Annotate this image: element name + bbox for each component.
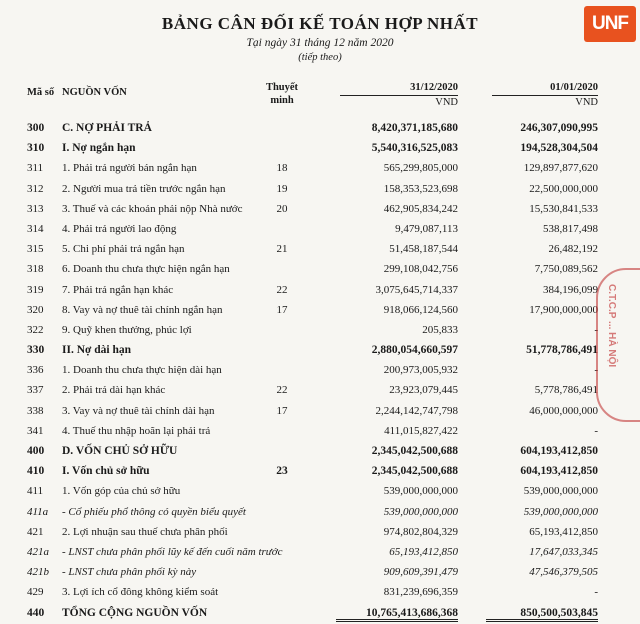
row-value-2020: 65,193,412,850: [389, 545, 458, 558]
row-code: 338: [27, 404, 44, 417]
row-value-2019: 538,817,498: [543, 222, 598, 235]
row-label: 3. Lợi ích cổ đông không kiểm soát: [62, 586, 219, 599]
row-code: 336: [27, 364, 44, 377]
row-label: 4. Thuế thu nhập hoãn lại phải trả: [62, 424, 211, 437]
table-row: [0, 200, 640, 220]
row-code: 440: [27, 606, 45, 619]
row-code: 311: [27, 162, 44, 175]
table-row: [0, 240, 640, 260]
row-value-2020: 200,973,005,932: [383, 364, 458, 377]
row-value-2020: 205,833: [422, 323, 458, 336]
unit-col-2019: VND: [575, 97, 598, 108]
row-value-2020: 23,923,079,445: [389, 384, 458, 397]
table-row: [0, 180, 640, 200]
row-code: 300: [27, 122, 45, 134]
row-label: I. Vốn chủ sở hữu: [62, 465, 150, 478]
row-code: 314: [27, 222, 44, 235]
row-note: 20: [276, 202, 288, 215]
row-code: 310: [27, 142, 45, 155]
row-value-2019: -: [594, 323, 598, 336]
unit-col-2020: VND: [435, 97, 458, 108]
row-value-2019: -: [594, 586, 598, 599]
row-label: 1. Vốn góp của chủ sở hữu: [62, 485, 181, 498]
row-label: 9. Quỹ khen thưởng, phúc lợi: [62, 323, 192, 336]
row-code: 330: [27, 344, 45, 357]
table-row: [0, 442, 640, 462]
row-label: 4. Phải trả người lao động: [62, 222, 177, 235]
header-note-line2: minh: [270, 95, 294, 106]
brand-logo: UNF: [584, 6, 636, 42]
row-value-2020: 462,905,834,242: [383, 202, 458, 215]
row-label: 2. Phải trả dài hạn khác: [62, 384, 166, 397]
row-value-2019: 129,897,877,620: [523, 162, 598, 175]
row-label: 2. Lợi nhuận sau thuế chưa phân phối: [62, 525, 228, 538]
header-code: Mã số: [27, 87, 55, 98]
row-code: 429: [27, 586, 44, 599]
row-value-2019: 15,530,841,533: [529, 202, 598, 215]
table-row: [0, 341, 640, 361]
row-value-2019: -: [594, 364, 598, 377]
balance-sheet-table: [0, 119, 640, 624]
row-label: 6. Doanh thu chưa thực hiện ngắn hạn: [62, 263, 230, 276]
row-label: 1. Phải trả người bán ngắn hạn: [62, 162, 197, 175]
row-label: C. NỢ PHẢI TRẢ: [62, 122, 152, 134]
company-stamp: C.T.C.P ... HÀ NỘI: [596, 268, 640, 422]
row-value-2019: 5,778,786,491: [534, 384, 598, 397]
row-value-2020: 565,299,805,000: [383, 162, 458, 175]
row-value-2020: 539,000,000,000: [383, 485, 458, 498]
row-label: 7. Phải trả ngắn hạn khác: [62, 283, 174, 296]
row-note: 17: [276, 404, 288, 417]
table-row: [0, 381, 640, 401]
row-value-2020: 9,479,087,113: [395, 222, 458, 235]
row-note: 19: [276, 182, 288, 195]
row-code: 411a: [27, 505, 49, 518]
row-value-2019: 65,193,412,850: [529, 525, 598, 538]
row-note: 21: [276, 243, 288, 256]
row-code: 337: [27, 384, 44, 397]
row-value-2019: 539,000,000,000: [523, 485, 598, 498]
row-code: 400: [27, 445, 45, 457]
row-note: 18: [276, 162, 288, 175]
row-value-2019: 47,546,379,505: [529, 566, 598, 579]
row-value-2020: 974,802,804,329: [383, 525, 458, 538]
header-source: NGUỒN VỐN: [62, 87, 127, 98]
row-value-2019: 604,193,412,850: [520, 465, 598, 478]
row-code: 421: [27, 525, 44, 538]
row-label: 3. Vay và nợ thuê tài chính dài hạn: [62, 404, 215, 417]
row-value-2019: 194,528,304,504: [520, 142, 598, 155]
page-title: BẢNG CÂN ĐỐI KẾ TOÁN HỢP NHẤT: [161, 14, 479, 33]
row-code: 421a: [27, 545, 49, 558]
table-row: [0, 482, 640, 502]
table-row: [0, 281, 640, 301]
row-note: 23: [276, 465, 288, 478]
row-code: 322: [27, 323, 44, 336]
row-value-2019: 51,778,786,491: [526, 344, 598, 357]
header-note-line1: Thuyết: [265, 82, 299, 93]
table-row: [0, 260, 640, 280]
row-value-2020: 299,108,042,756: [383, 263, 458, 276]
row-code: 313: [27, 202, 44, 215]
table-row: [0, 583, 640, 603]
row-code: 410: [27, 465, 45, 478]
row-value-2020: 3,075,645,714,337: [375, 283, 458, 296]
row-label: - LNST chưa phân phối kỳ này: [62, 566, 197, 579]
row-value-2019: 26,482,192: [548, 243, 598, 256]
row-label: - LNST chưa phân phối lũy kế đến cuối năm trước: [62, 545, 283, 558]
row-code: 421b: [27, 566, 49, 579]
row-label: I. Nợ ngắn hạn: [62, 142, 136, 155]
row-value-2019: 384,196,099: [543, 283, 598, 296]
report-date: Tại ngày 31 tháng 12 năm 2020: [246, 37, 394, 49]
row-code: 318: [27, 263, 44, 276]
row-value-2019: 22,500,000,000: [529, 182, 598, 195]
header-rule-2: [492, 95, 598, 96]
row-label: D. VỐN CHỦ SỞ HỮU: [62, 445, 178, 457]
table-row: [0, 159, 640, 179]
row-label: 3. Thuế và các khoản phải nộp Nhà nước: [62, 202, 243, 215]
row-label: 2. Người mua trả tiền trước ngắn hạn: [62, 182, 226, 195]
header-col-2020: 31/12/2020: [410, 82, 458, 93]
row-note: 22: [276, 384, 288, 397]
table-row: [0, 139, 640, 159]
row-value-2020: 158,353,523,698: [383, 182, 458, 195]
header-col-2019: 01/01/2020: [550, 82, 598, 93]
row-value-2020: 831,239,696,359: [383, 586, 458, 599]
row-label: - Cổ phiếu phổ thông có quyền biểu quyết: [62, 505, 246, 518]
row-value-2019: 604,193,412,850: [520, 445, 598, 457]
row-value-2019: 7,750,089,562: [534, 263, 598, 276]
row-label: 5. Chi phí phải trả ngắn hạn: [62, 243, 185, 256]
row-value-2019: -: [594, 424, 598, 437]
row-value-2020: 2,880,054,660,597: [371, 344, 458, 357]
row-code: 320: [27, 303, 44, 316]
row-code: 315: [27, 243, 44, 256]
row-code: 411: [27, 485, 44, 498]
row-value-2019: 46,000,000,000: [529, 404, 598, 417]
header-rule-1: [340, 95, 458, 96]
row-label: II. Nợ dài hạn: [62, 344, 132, 357]
table-row: [0, 422, 640, 442]
row-label: 1. Doanh thu chưa thực hiện dài hạn: [62, 364, 222, 377]
table-row: [0, 220, 640, 240]
table-row: [0, 503, 640, 523]
table-row: [0, 361, 640, 381]
table-row: [0, 402, 640, 422]
row-value-2020: 8,420,371,185,680: [371, 122, 458, 134]
row-value-2020: 10,765,413,686,368: [336, 607, 458, 622]
row-value-2020: 918,066,124,560: [383, 303, 458, 316]
row-code: 341: [27, 424, 44, 437]
row-note: 17: [276, 303, 288, 316]
row-value-2019: 850,500,503,845: [486, 607, 598, 622]
row-value-2020: 51,458,187,544: [389, 243, 458, 256]
row-value-2020: 2,244,142,747,798: [375, 404, 458, 417]
row-value-2020: 411,015,827,422: [384, 424, 458, 437]
row-value-2019: 539,000,000,000: [523, 505, 598, 518]
row-label: TỔNG CỘNG NGUỒN VỐN: [62, 606, 208, 619]
row-code: 312: [27, 182, 44, 195]
table-row: [0, 523, 640, 543]
table-row: [0, 321, 640, 341]
row-code: 319: [27, 283, 44, 296]
row-value-2020: 2,345,042,500,688: [371, 465, 458, 478]
row-value-2020: 2,345,042,500,688: [371, 445, 458, 457]
row-value-2020: 5,540,316,525,083: [371, 142, 458, 155]
table-row: [0, 119, 640, 139]
row-value-2019: 17,647,033,345: [529, 545, 598, 558]
row-label: 8. Vay và nợ thuê tài chính ngắn hạn: [62, 303, 223, 316]
row-value-2019: 246,307,090,995: [520, 122, 598, 134]
row-value-2020: 909,609,391,479: [383, 566, 458, 579]
row-value-2020: 539,000,000,000: [383, 505, 458, 518]
row-note: 22: [276, 283, 288, 296]
table-row: [0, 543, 640, 563]
table-row: [0, 462, 640, 482]
table-row: [0, 301, 640, 321]
row-value-2019: 17,900,000,000: [529, 303, 598, 316]
table-row: [0, 604, 640, 624]
continued-note: (tiếp theo): [298, 52, 342, 63]
table-row: [0, 563, 640, 583]
